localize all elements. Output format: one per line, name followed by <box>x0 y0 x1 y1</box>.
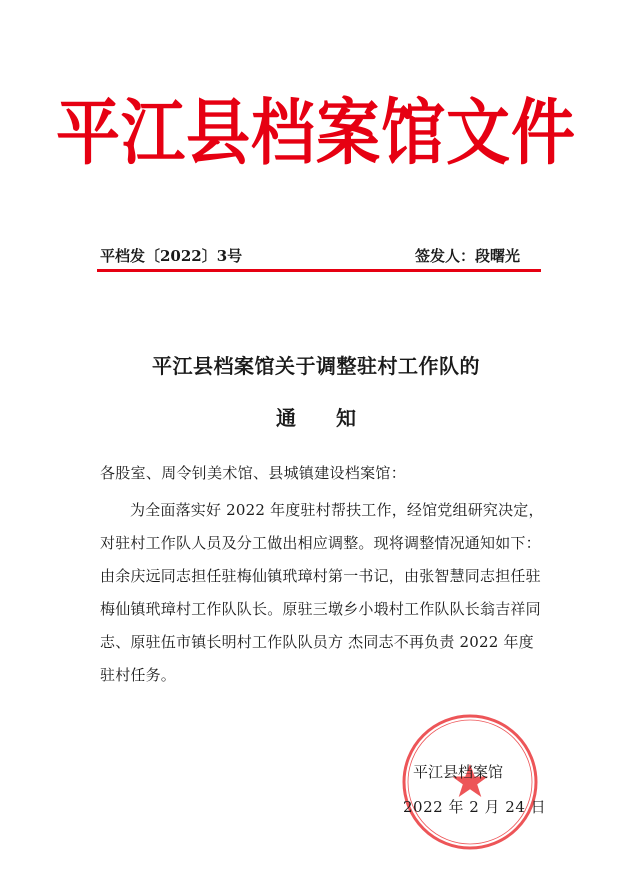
header-divider <box>97 269 541 272</box>
signature-organization: 平江县档案馆 <box>413 763 504 781</box>
document-title: 平江县档案馆关于调整驻村工作队的 <box>152 354 480 378</box>
body-text <box>100 494 548 692</box>
issuer: 签发人：段曙光 <box>414 247 520 265</box>
signature-date: 2022 年 2 月 24 日 <box>403 798 547 816</box>
document-subtitle: 通知 <box>276 406 396 430</box>
official-seal <box>400 712 540 852</box>
body-paragraph: 为全面落实好 2022 年度驻村帮扶工作，经馆党组研究决定，对驻村工作队人员及分工做出相应调整。现将调整情况通知如下：由余庆远同志担任驻梅仙镇玳璋村第一书记，由张智慧同志担任驻梅仙镇玳璋村工作队队长。原驻三墩乡小塅村工作队队长翁吉祥同志、原驻伍市镇长明村工作队队员方 杰同志不再负责 2022 年度驻村任务。 <box>100 501 544 684</box>
document-number: 平档发〔2022〕3号 <box>100 247 243 265</box>
recipients-line: 各股室、周令钊美术馆、县城镇建设档案馆： <box>100 464 407 482</box>
header-title: 平江县档案馆文件 <box>56 91 576 176</box>
